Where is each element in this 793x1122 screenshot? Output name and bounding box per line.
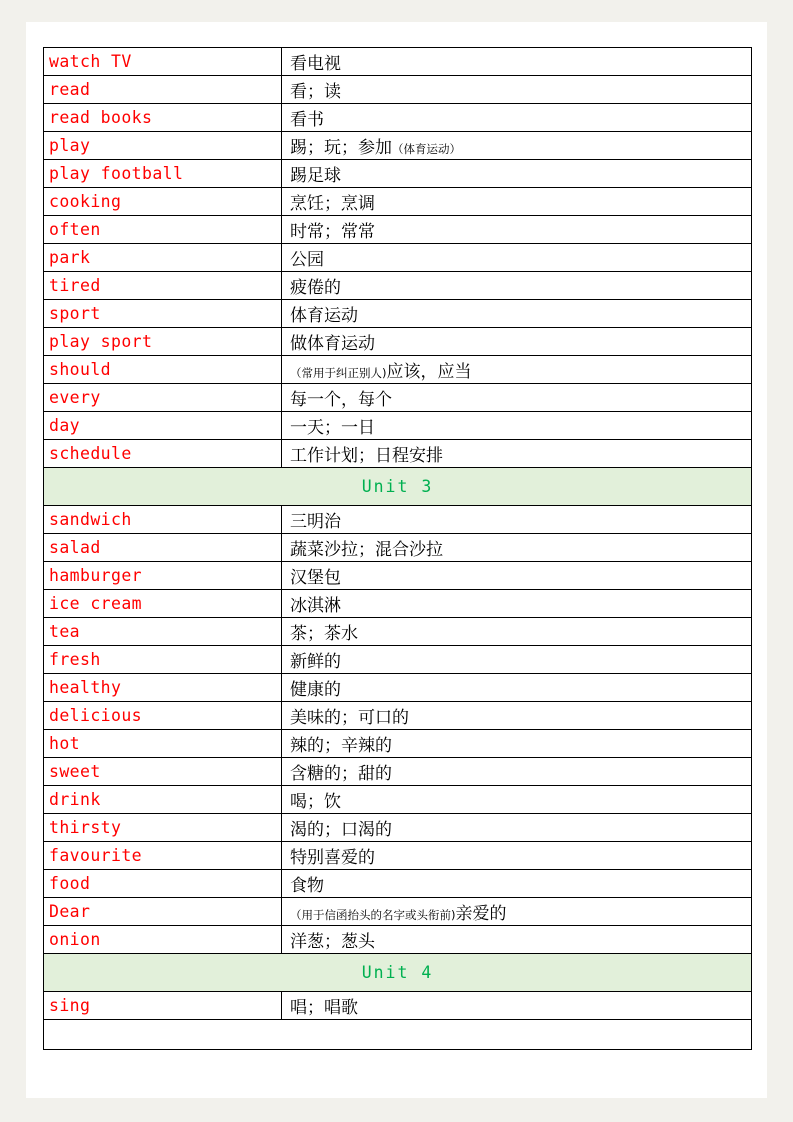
table-row xyxy=(44,674,752,702)
english-word-cell: play sport xyxy=(44,328,282,356)
english-word-cell: read books xyxy=(44,104,282,132)
usage-note: （体育运动） xyxy=(392,142,461,156)
chinese-meaning-cell: 体育运动 xyxy=(282,300,752,328)
table-row xyxy=(44,188,752,216)
chinese-meaning-cell: 看电视 xyxy=(282,48,752,76)
chinese-meaning-cell xyxy=(282,898,752,926)
english-word-cell: watch TV xyxy=(44,48,282,76)
blank-row xyxy=(44,1020,752,1050)
table-row xyxy=(44,646,752,674)
table-row xyxy=(44,300,752,328)
unit-header-row xyxy=(44,954,752,992)
meaning-text: 亲爱的 xyxy=(455,904,507,924)
english-word-cell: fresh xyxy=(44,646,282,674)
chinese-meaning-cell: 一天；一日 xyxy=(282,412,752,440)
page-edge-right xyxy=(767,0,793,1122)
table-row xyxy=(44,160,752,188)
usage-note: （常用于纠正别人) xyxy=(290,366,387,380)
chinese-meaning-cell: 蔬菜沙拉；混合沙拉 xyxy=(282,534,752,562)
blank-cell xyxy=(44,1020,752,1050)
english-word-cell: hamburger xyxy=(44,562,282,590)
chinese-meaning-cell: 健康的 xyxy=(282,674,752,702)
table-row xyxy=(44,356,752,384)
table-row xyxy=(44,870,752,898)
chinese-meaning-cell: 看书 xyxy=(282,104,752,132)
table-row xyxy=(44,758,752,786)
chinese-meaning-cell: 美味的；可口的 xyxy=(282,702,752,730)
table-row xyxy=(44,702,752,730)
english-word-cell: play football xyxy=(44,160,282,188)
chinese-meaning-cell: 烹饪；烹调 xyxy=(282,188,752,216)
table-row xyxy=(44,842,752,870)
english-word-cell: schedule xyxy=(44,440,282,468)
chinese-meaning-cell: 工作计划；日程安排 xyxy=(282,440,752,468)
table-row xyxy=(44,618,752,646)
table-row xyxy=(44,272,752,300)
english-word-cell: play xyxy=(44,132,282,160)
chinese-meaning-cell: 洋葱；葱头 xyxy=(282,926,752,954)
table-row xyxy=(44,562,752,590)
chinese-meaning-cell xyxy=(282,132,752,160)
chinese-meaning-cell: 含糖的；甜的 xyxy=(282,758,752,786)
table-row xyxy=(44,412,752,440)
table-row xyxy=(44,730,752,758)
english-word-cell: drink xyxy=(44,786,282,814)
table-row xyxy=(44,506,752,534)
table-row xyxy=(44,786,752,814)
english-word-cell: thirsty xyxy=(44,814,282,842)
table-row xyxy=(44,590,752,618)
table-row xyxy=(44,440,752,468)
english-word-cell: sing xyxy=(44,992,282,1020)
chinese-meaning-cell: 新鲜的 xyxy=(282,646,752,674)
table-row xyxy=(44,132,752,160)
table-body xyxy=(44,48,752,1050)
english-word-cell: delicious xyxy=(44,702,282,730)
chinese-meaning-cell xyxy=(282,356,752,384)
table-row xyxy=(44,384,752,412)
chinese-meaning-cell: 时常；常常 xyxy=(282,216,752,244)
chinese-meaning-cell: 看；读 xyxy=(282,76,752,104)
chinese-meaning-cell: 三明治 xyxy=(282,506,752,534)
table-row xyxy=(44,76,752,104)
english-word-cell: cooking xyxy=(44,188,282,216)
chinese-meaning-cell: 踢足球 xyxy=(282,160,752,188)
chinese-meaning-cell: 喝；饮 xyxy=(282,786,752,814)
chinese-meaning-cell: 特别喜爱的 xyxy=(282,842,752,870)
unit-header-label: Unit 3 xyxy=(44,468,752,506)
page-edge-top xyxy=(0,0,793,22)
chinese-meaning-cell: 渴的；口渴的 xyxy=(282,814,752,842)
unit-header-label: Unit 4 xyxy=(44,954,752,992)
chinese-meaning-cell: 每一个，每个 xyxy=(282,384,752,412)
page-edge-bottom xyxy=(0,1098,793,1122)
english-word-cell: park xyxy=(44,244,282,272)
table-row xyxy=(44,926,752,954)
english-word-cell: sport xyxy=(44,300,282,328)
page-edge-left xyxy=(0,0,26,1122)
chinese-meaning-cell: 公园 xyxy=(282,244,752,272)
english-word-cell: should xyxy=(44,356,282,384)
chinese-meaning-cell: 汉堡包 xyxy=(282,562,752,590)
english-word-cell: onion xyxy=(44,926,282,954)
vocabulary-table xyxy=(43,47,752,1050)
english-word-cell: sweet xyxy=(44,758,282,786)
chinese-meaning-cell: 冰淇淋 xyxy=(282,590,752,618)
table-row xyxy=(44,104,752,132)
english-word-cell: often xyxy=(44,216,282,244)
english-word-cell: healthy xyxy=(44,674,282,702)
english-word-cell: day xyxy=(44,412,282,440)
chinese-meaning-cell: 辣的；辛辣的 xyxy=(282,730,752,758)
english-word-cell: read xyxy=(44,76,282,104)
meaning-text: 应该，应当 xyxy=(386,362,472,382)
table-row xyxy=(44,898,752,926)
table-row xyxy=(44,814,752,842)
english-word-cell: food xyxy=(44,870,282,898)
table-row xyxy=(44,328,752,356)
english-word-cell: sandwich xyxy=(44,506,282,534)
meaning-text: 踢；玩；参加 xyxy=(290,138,392,158)
english-word-cell: salad xyxy=(44,534,282,562)
table-row xyxy=(44,48,752,76)
usage-note: （用于信函抬头的名字或头衔前) xyxy=(290,908,456,922)
english-word-cell: every xyxy=(44,384,282,412)
chinese-meaning-cell: 食物 xyxy=(282,870,752,898)
table-row xyxy=(44,244,752,272)
english-word-cell: tea xyxy=(44,618,282,646)
table-row xyxy=(44,216,752,244)
table-row xyxy=(44,534,752,562)
unit-header-row xyxy=(44,468,752,506)
english-word-cell: favourite xyxy=(44,842,282,870)
english-word-cell: ice cream xyxy=(44,590,282,618)
chinese-meaning-cell: 唱；唱歌 xyxy=(282,992,752,1020)
chinese-meaning-cell: 疲倦的 xyxy=(282,272,752,300)
chinese-meaning-cell: 茶；茶水 xyxy=(282,618,752,646)
english-word-cell: tired xyxy=(44,272,282,300)
chinese-meaning-cell: 做体育运动 xyxy=(282,328,752,356)
english-word-cell: hot xyxy=(44,730,282,758)
table-row xyxy=(44,992,752,1020)
english-word-cell: Dear xyxy=(44,898,282,926)
